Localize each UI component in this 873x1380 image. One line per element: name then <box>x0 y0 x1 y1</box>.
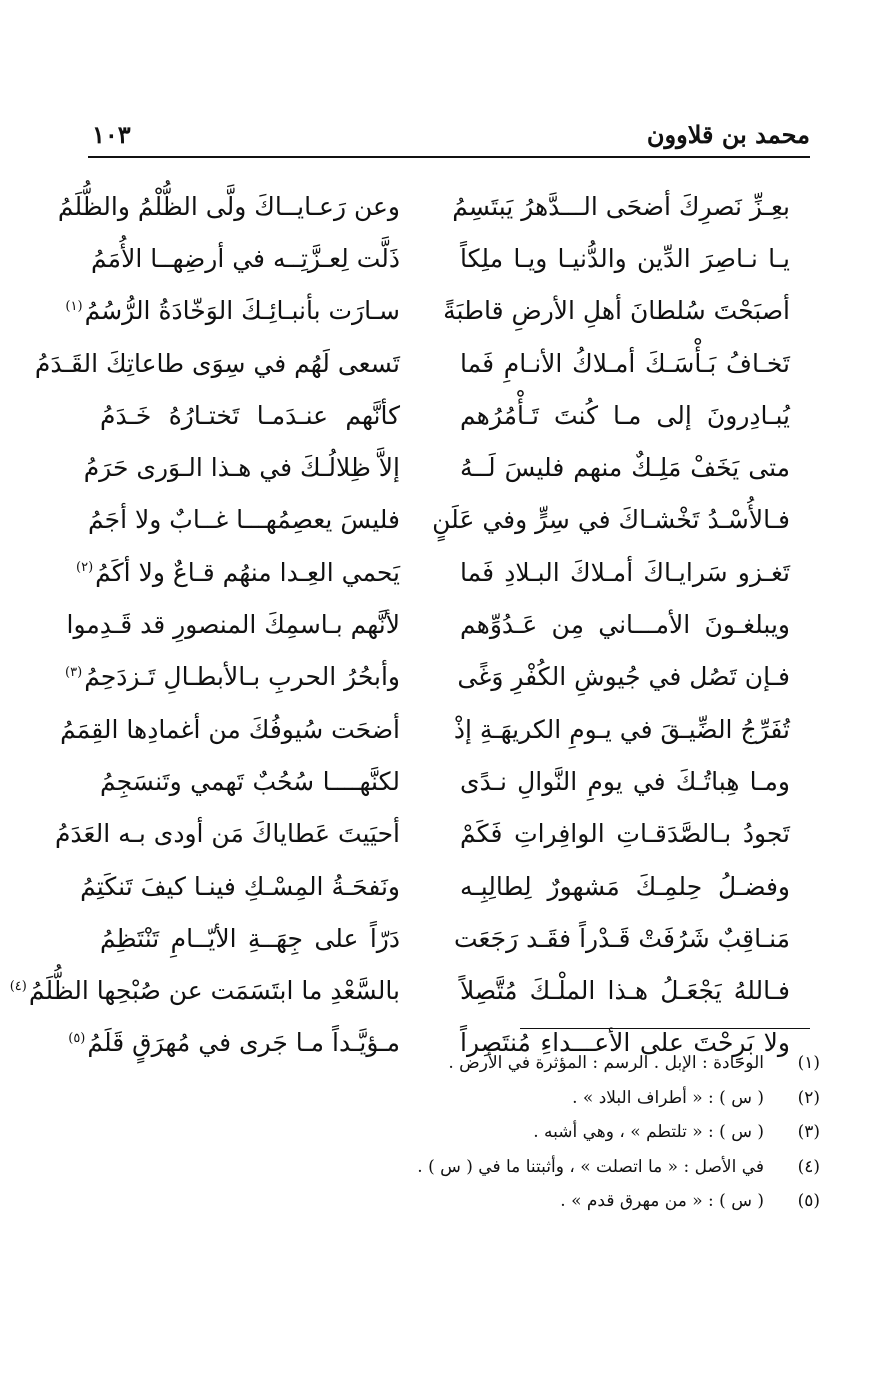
second-hemistich-wrap <box>68 1028 400 1058</box>
footnote-divider <box>520 1028 810 1029</box>
second-hemistich: لكنَّهــــا سُحُبٌ تَهمي وتَنسَجِمُ <box>100 766 400 796</box>
footnote-number: (٢) <box>797 1087 820 1108</box>
second-hemistich: إلاَّ ظِلالُـكَ في هـذا الـوَرى حَرَمُ <box>83 453 400 483</box>
first-hemistich: متى يَخَفْ مَلِـكٌ منهم فليسَ لَــهُ <box>460 453 790 483</box>
footnote-marker: (٥) <box>68 1031 86 1047</box>
verse-line <box>66 598 790 650</box>
first-hemistich: ولا بَرِحْتَ على الأعـــداءِ مُنتَصِراً <box>460 1028 790 1058</box>
second-hemistich: بالسَّعْدِ ما ابتَسَمَت عن صُبْحِها الظُّلَمُ <box>28 976 400 1006</box>
verse-line <box>100 912 790 964</box>
second-hemistich-wrap <box>83 453 400 483</box>
second-hemistich: ذَلَّت لِعـزَّتِــه في أرضِهــا الأُمَمُ <box>91 243 400 273</box>
verse-line <box>83 441 790 493</box>
footnote-marker: (٣) <box>65 664 83 680</box>
verse-line <box>100 389 790 441</box>
footnote-item <box>380 1150 820 1185</box>
footnote-marker: (١) <box>65 298 83 314</box>
page-header <box>88 112 810 158</box>
first-hemistich: يـا نـاصِرَ الدِّين والدُّنيـا ويـا ملِكاً <box>460 243 790 273</box>
verse-line <box>76 546 790 598</box>
footnote-number: (١) <box>797 1053 820 1074</box>
footnotes-section <box>380 1046 820 1219</box>
second-hemistich-wrap <box>65 662 400 692</box>
verse-line <box>88 494 790 546</box>
second-hemistich-wrap <box>76 557 400 587</box>
verse-line <box>57 180 790 232</box>
second-hemistich-wrap <box>57 191 400 221</box>
second-hemistich-wrap <box>34 348 400 378</box>
footnote-number: (٥) <box>797 1191 820 1212</box>
first-hemistich: تُفَرِّجُ الضِّيـقَ في يـومِ الكريهَـةِ إذْ <box>453 714 790 744</box>
second-hemistich-wrap <box>91 243 400 273</box>
first-hemistich: بعِـزِّ نَصرِكَ أضحَى الـــدَّهرُ يَبتَسِمُ <box>452 191 790 221</box>
verse-line <box>60 703 790 755</box>
footnote-item <box>380 1184 820 1219</box>
verse-line <box>65 651 790 703</box>
second-hemistich-wrap <box>100 923 400 953</box>
verse-line <box>34 337 790 389</box>
second-hemistich-wrap <box>9 976 400 1006</box>
footnote-text: ( س ) : « تلتطم » ، وهي أشبه . <box>533 1122 764 1143</box>
first-hemistich: فـإن تَصُل في جُيوشِ الكُفْرِ وَغًى <box>457 662 790 692</box>
footnote-item <box>380 1046 820 1081</box>
footnote-text: ( س ) : « أطراف البلاد » . <box>572 1087 764 1108</box>
first-hemistich: تَخـافُ بَـأْسَـكَ أمـلاكُ الأنـامِ فَما <box>460 348 790 378</box>
footnote-number: (٣) <box>797 1122 820 1143</box>
footnote-text: الوخادة : الإبل . الرسم : المؤثرة في الأرض . <box>448 1053 764 1074</box>
first-hemistich: فـاللهُ يَجْعَـلُ هـذا الملْـكَ مُتَّصِلاً <box>460 976 790 1006</box>
footnote-text: في الأصل : « ما اتصلت » ، وأثبتنا ما في ( س ) . <box>417 1156 764 1177</box>
verse-line <box>80 860 790 912</box>
first-hemistich: تَغـزو سَرايـاكَ أمـلاكَ البـلادِ فَما <box>460 557 790 587</box>
second-hemistich: أحيَيتَ عَطاياكَ مَن أودى بـه العَدَمُ <box>54 819 400 849</box>
first-hemistich: وفضـلُ حِلمِـكَ مَشهورٌ لِطالِبِـه <box>460 871 790 901</box>
footnote-marker: (٤) <box>9 978 27 994</box>
verse-line <box>91 232 790 284</box>
first-hemistich: ومـا هِباتُـكَ في يومِ النَّوالِ نـدًى <box>460 766 790 796</box>
second-hemistich-wrap <box>65 296 400 326</box>
second-hemistich-wrap <box>80 871 400 901</box>
second-hemistich-wrap <box>88 505 400 535</box>
footnote-item <box>380 1081 820 1116</box>
second-hemistich-wrap <box>66 610 400 640</box>
footnote-item <box>380 1115 820 1150</box>
footnote-text: ( س ) : « من مهرق قدم » . <box>560 1191 764 1212</box>
footnote-number: (٤) <box>797 1156 820 1177</box>
first-hemistich: تَجودُ بـالصَّدَقـاتِ الوافِراتِ فَكَمْ <box>460 819 790 849</box>
second-hemistich: كأنَّهم عنـدَمـا تَختـارُهُ خَـدَمُ <box>100 400 400 430</box>
verse-line <box>65 285 790 337</box>
verse-line <box>9 964 790 1016</box>
first-hemistich: مَنـاقِبٌ شَرُفَتْ قَـدْراً فقَـد رَجَعَت <box>454 923 790 953</box>
second-hemistich-wrap <box>54 819 400 849</box>
second-hemistich: مـؤيَّـداً مـا جَرى في مُهرَقٍ قَلَمُ <box>87 1028 400 1058</box>
second-hemistich: فليسَ يعصِمُهـــا غــابٌ ولا أجَمُ <box>88 505 400 535</box>
first-hemistich: فـالأُسْـدُ تَخْشـاكَ في سِرٍّ وفي عَلَنٍ <box>432 505 790 535</box>
second-hemistich-wrap <box>100 400 400 430</box>
second-hemistich: وأبحُرُ الحربِ بـالأبطـالِ تَـزدَحِمُ <box>84 662 400 692</box>
poem-body <box>9 180 790 1069</box>
first-hemistich: يُبـادِرونَ إلى مـا كُنتَ تَـأْمُرُهم <box>460 400 790 430</box>
second-hemistich: دَرّاً على جِهَــةِ الأيّــامِ تَنْتَظِمُ <box>100 923 400 953</box>
second-hemistich: ونَفحَـةُ المِسْـكِ فينـا كيفَ تَنكَتِمُ <box>80 871 400 901</box>
book-title: محمد بن قلاوون <box>646 120 810 149</box>
second-hemistich: يَحمي العِـدا منهُم قـاعٌ ولا أكَمُ <box>95 557 400 587</box>
first-hemistich: أصبَحْتَ سُلطانَ أهلِ الأرضِ قاطبَةً <box>443 296 790 326</box>
second-hemistich: لأنَّهم بـاسمِكَ المنصورِ قد قَـدِموا <box>66 610 400 640</box>
second-hemistich: وعن رَعـايــاكَ ولَّى الظُّلْمُ والظُّلَمُ <box>57 191 400 221</box>
verse-line <box>54 808 790 860</box>
second-hemistich-wrap <box>60 714 400 744</box>
second-hemistich: سـارَت بأنبـائِـكَ الوَخّادَةُ الرُّسُمُ <box>84 296 400 326</box>
second-hemistich: أضحَت سُيوفُكَ من أغمادِها القِمَمُ <box>60 714 400 744</box>
first-hemistich: ويبلغـونَ الأمـــاني مِن عَـدُوِّهم <box>460 610 790 640</box>
verse-line <box>100 755 790 807</box>
second-hemistich: تَسعى لَهُم في سِوَى طاعاتِكَ القَـدَمُ <box>34 348 400 378</box>
page-number: ١٠٣ <box>92 120 131 149</box>
second-hemistich-wrap <box>100 766 400 796</box>
footnote-marker: (٢) <box>76 560 94 576</box>
